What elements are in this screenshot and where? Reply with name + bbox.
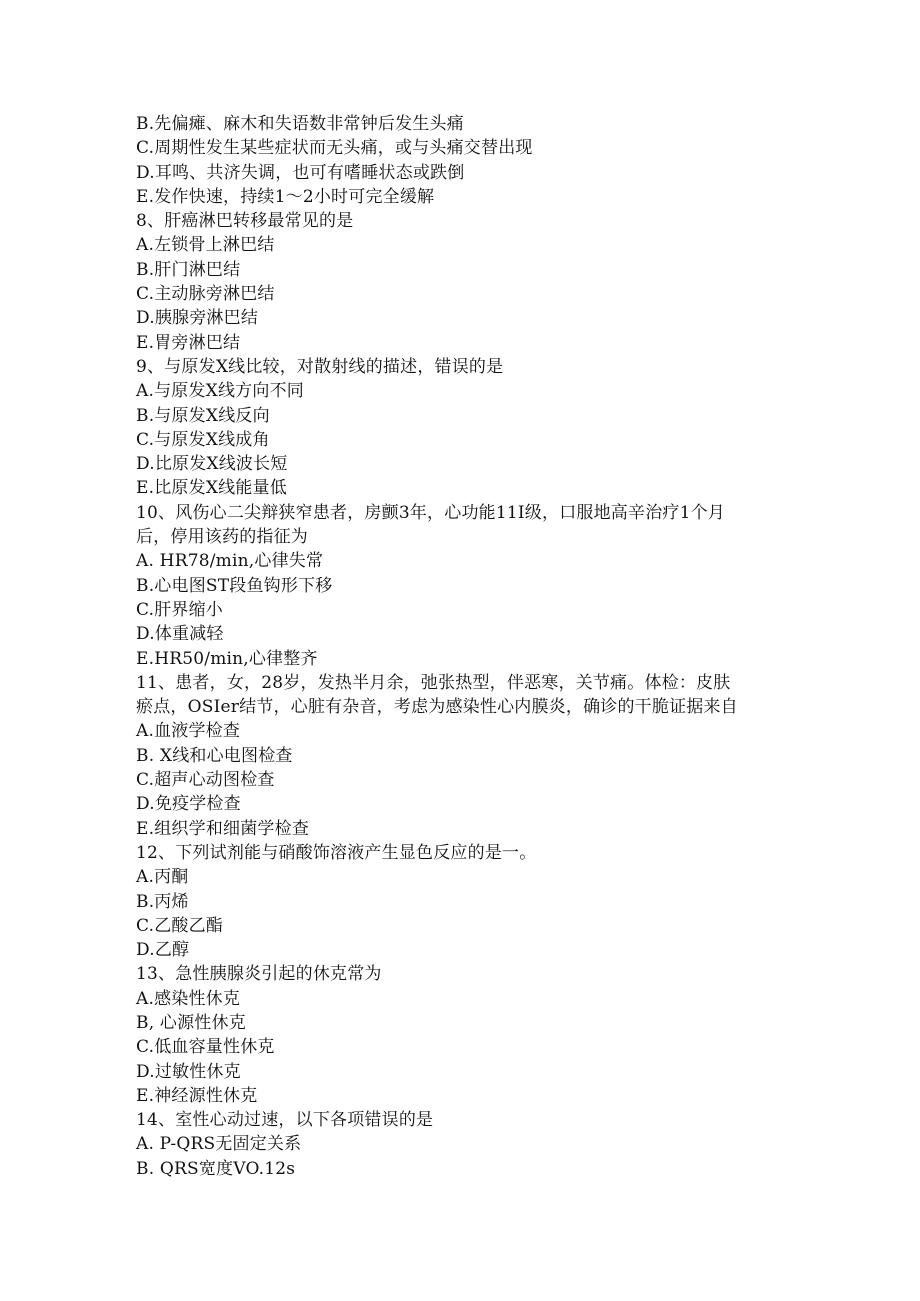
question-10: 10、风伤心二尖辩狭窄患者，房颤3年，心功能11I级，口服地高辛治疗1个月: [136, 502, 726, 523]
option-line: C.与原发X线成角: [136, 429, 270, 450]
option-line: B.心电图ST段鱼钩形下移: [136, 575, 333, 596]
question-8: 8、肝癌淋巴转移最常见的是: [136, 211, 354, 232]
option-line: A. HR78∕min,心律失常: [136, 551, 324, 572]
text-line: B.先偏瘫、麻木和失语数非常钟后发生头痛: [136, 114, 464, 134]
question-11-cont: 瘀点，OSIer结节，心脏有杂音，考虑为感染性心内膜炎，确诊的干脆证据来自: [136, 697, 738, 718]
question-12: 12、下列试剂能与硝酸饰溶液产生显色反应的是一。: [136, 842, 537, 863]
option-line: C.主动脉旁淋巴结: [136, 284, 275, 305]
option-line: E.胃旁淋巴结: [136, 332, 241, 353]
option-line: B.丙烯: [136, 891, 189, 912]
option-line: D.比原发X线波长短: [136, 454, 288, 475]
question-10-cont: 后，停用该药的指征为: [136, 527, 308, 548]
option-line: B.与原发X线反向: [136, 405, 270, 426]
option-line: A.与原发X线方向不同: [136, 381, 304, 402]
option-line: B. QRS宽度VO.12s: [136, 1158, 296, 1179]
option-line: B. X线和心电图检查: [136, 745, 293, 766]
text-line: D.耳鸣、共济失调，也可有嗜睡状态或跌倒: [136, 162, 465, 183]
option-line: E.组织学和细菌学检查: [136, 818, 310, 839]
question-14: 14、室性心动过速，以下各项错误的是: [136, 1110, 434, 1131]
question-9: 9、与原发X线比较，对散射线的描述，错误的是: [136, 356, 504, 377]
option-line: A.丙酮: [136, 867, 189, 888]
option-line: E.HR50∕min,心律整齐: [136, 648, 318, 669]
document-text: [136, 112, 836, 1181]
option-line: C.肝界缩小: [136, 599, 224, 620]
option-line: A. P-QRS无固定关系: [136, 1134, 302, 1155]
option-line: C.超声心动图检查: [136, 770, 275, 791]
option-line: E.神经源性休克: [136, 1085, 258, 1106]
text-line: E.发作快速，持续1～2小时可完全缓解: [136, 186, 435, 207]
text-line: C.周期性发生某些症状而无头痛，或与头痛交替出现: [136, 138, 533, 159]
option-line: D.胰腺旁淋巴结: [136, 308, 259, 329]
option-line: B, 心源性休克: [136, 1012, 246, 1033]
option-line: A.左锁骨上淋巴结: [136, 235, 275, 256]
option-line: B.肝门淋巴结: [136, 259, 241, 280]
option-line: D.过敏性休克: [136, 1061, 241, 1082]
option-line: C.乙酸乙酯: [136, 915, 224, 936]
option-line: D.体重减轻: [136, 624, 224, 645]
option-line: D.乙醇: [136, 940, 190, 961]
option-line: C.低血容量性休克: [136, 1037, 275, 1058]
question-13: 13、急性胰腺炎引起的休克常为: [136, 964, 382, 985]
question-11: 11、患者，女，28岁，发热半月余，弛张热型，伴恶寒，关节痛。体检：皮肤: [136, 672, 731, 693]
option-line: D.免疫学检查: [136, 794, 241, 815]
option-line: A.血液学检查: [136, 721, 241, 742]
option-line: A.感染性休克: [136, 988, 241, 1009]
option-line: E.比原发X线能量低: [136, 478, 287, 499]
